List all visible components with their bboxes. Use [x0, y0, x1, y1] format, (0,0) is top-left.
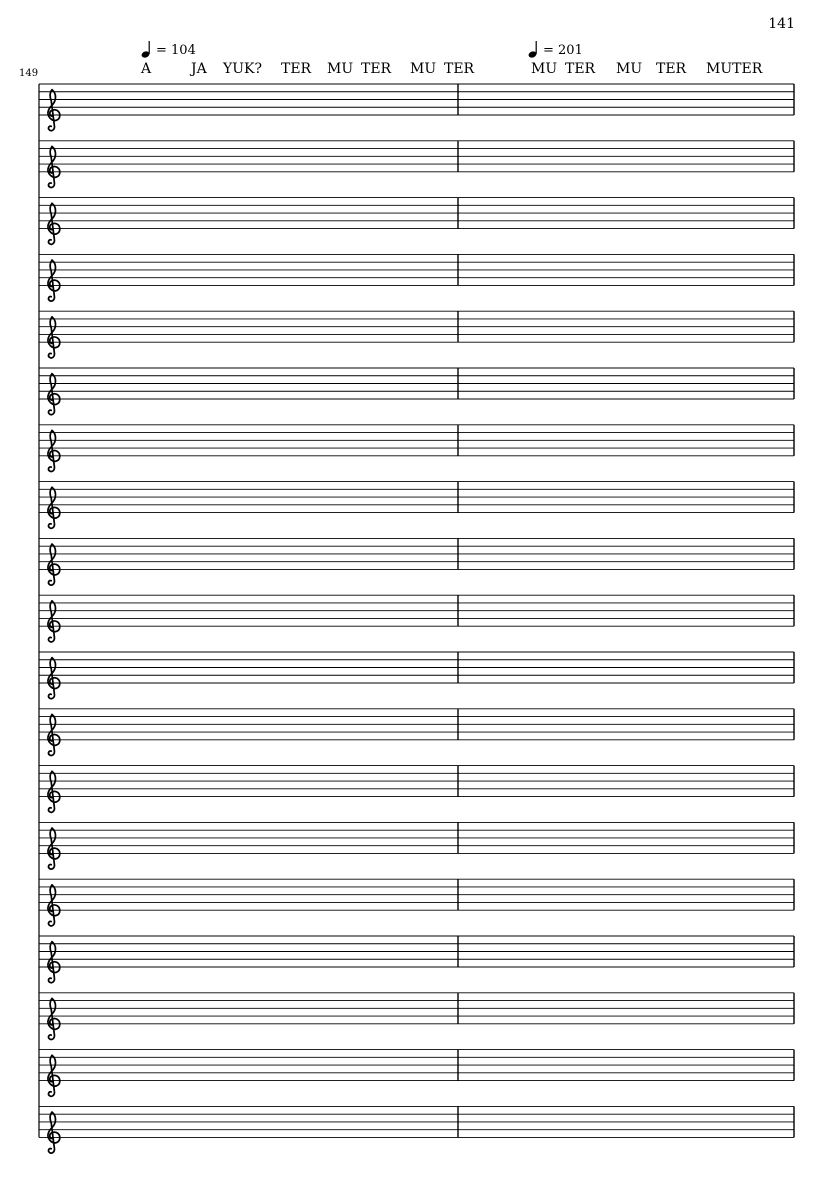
lyric-syllable: TER	[565, 61, 596, 77]
lyric-syllable: TER	[444, 61, 475, 77]
lyric-syllable: MU	[616, 61, 643, 77]
staff-11	[39, 652, 794, 699]
treble-clef-icon	[48, 942, 60, 983]
lyric-syllable: TER	[656, 61, 687, 77]
treble-clef-icon	[48, 487, 60, 528]
lyric-syllable: MUTER	[706, 61, 763, 77]
lyric-syllable: A	[141, 61, 152, 77]
lyric-syllable: MU	[531, 61, 558, 77]
measure-number: 149	[19, 68, 39, 79]
treble-clef-icon	[48, 885, 60, 926]
staff-12	[39, 709, 794, 756]
treble-clef-icon	[48, 146, 60, 187]
lyric-syllable: TER	[281, 61, 312, 77]
treble-clef-icon	[48, 714, 60, 755]
treble-clef-icon	[48, 317, 60, 358]
staff-5	[39, 311, 794, 358]
treble-clef-icon	[48, 203, 60, 244]
treble-clef-icon	[48, 771, 60, 812]
treble-clef-icon	[48, 374, 60, 415]
staff-7	[39, 425, 794, 472]
treble-clef-icon	[48, 828, 60, 869]
staff-6	[39, 368, 794, 415]
staff-14	[39, 822, 794, 869]
lyric-syllable: JA	[191, 61, 207, 77]
staff-2	[39, 141, 794, 188]
staff-10	[39, 595, 794, 642]
tempo-label-2: = 201	[543, 43, 583, 58]
lyric-syllable: MU	[410, 61, 437, 77]
staff-9	[39, 538, 794, 585]
treble-clef-icon	[48, 260, 60, 301]
treble-clef-icon	[48, 998, 60, 1039]
lyric-syllable: TER	[361, 61, 392, 77]
lyric-syllable: YUK?	[223, 61, 263, 77]
page-number: 141	[768, 16, 795, 32]
treble-clef-icon	[48, 601, 60, 642]
tempo-label-1: = 104	[156, 43, 196, 58]
staff-8	[39, 482, 794, 529]
staff-18	[39, 1050, 794, 1097]
treble-clef-icon	[48, 430, 60, 471]
staff-17	[39, 993, 794, 1040]
staff-4	[39, 254, 794, 301]
staff-15	[39, 879, 794, 926]
treble-clef-icon	[48, 658, 60, 699]
treble-clef-icon	[48, 544, 60, 585]
staff-19	[39, 1106, 794, 1153]
treble-clef-icon	[48, 90, 60, 131]
lyric-syllable: MU	[327, 61, 354, 77]
staff-13	[39, 766, 794, 813]
staff-1	[39, 84, 794, 131]
treble-clef-icon	[48, 1112, 60, 1153]
staff-16	[39, 936, 794, 983]
treble-clef-icon	[48, 1055, 60, 1096]
staff-3	[39, 198, 794, 245]
